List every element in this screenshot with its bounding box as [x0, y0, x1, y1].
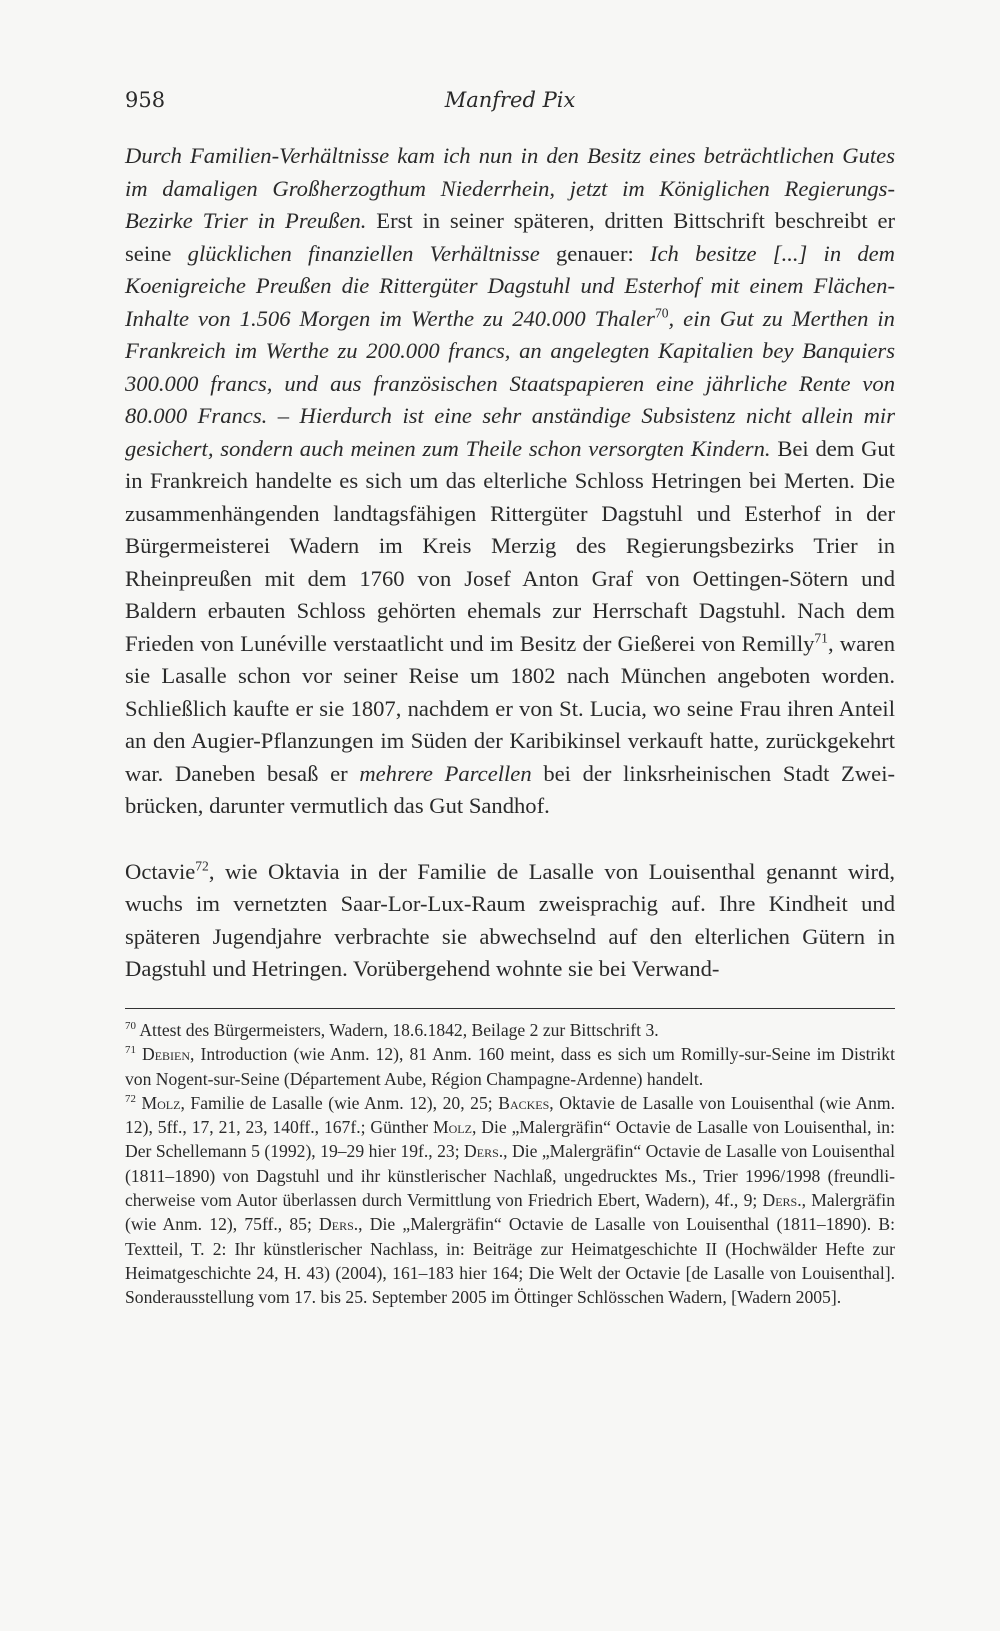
- text-run: , Die „Malergräfin“ Octavie de Lasalle von Louisenthal, in: Der Schellemann 5 (1992), 19–29 hier 19f., 23;: [125, 1117, 895, 1162]
- author-name: Ders: [464, 1141, 499, 1162]
- text-run: Attest des Bürgermeisters, Wadern, 18.6.1842, Beilage 2 zur Bittschrift 3.: [139, 1020, 659, 1040]
- footnote-70: [125, 1018, 895, 1042]
- author-name: Ders: [762, 1190, 798, 1211]
- text-run: , Familie de Lasalle (wie Anm. 12), 20, 25;: [180, 1092, 499, 1113]
- text-run: , Introduction (wie Anm. 12), 81 Anm. 160 meint, dass es sich um Romilly-sur-Seine im Distrikt von Nogent-sur-Seine (Département Aube, Région Champagne-Ardenne) handelt.: [125, 1044, 895, 1089]
- author-name: Molz: [432, 1117, 472, 1138]
- footnote-72: [125, 1091, 895, 1310]
- text-run: genauer:: [539, 240, 650, 266]
- running-title: Manfred Pix: [444, 88, 576, 112]
- text-run: Bei dem Gut in Frankreich handelte es sich um das elterliche Schloss Hetringen bei Merten. Die zusammenhängenden landtagsfähigen Rittergüter Dagstuhl und Esterhof in der Bürgermeisterei Wadern im Kreis Merzig des Regierungsbezirks Trier in Rheinpreußen mit dem 1760 von Josef Anton Graf von Oettingen-Sötern und Baldern erbauten Schloss gehörten ehemals zur Herrschaft Dagstuhl. Nach dem Frieden von Lunéville verstaatlicht und im Besitz der Gießerei von Remilly: [125, 435, 895, 656]
- text-run: bei der linksrheinischen Stadt Zweibrücken, darunter vermutlich das Gut Sandhof.: [125, 760, 896, 818]
- author-name: Ders: [319, 1214, 354, 1235]
- footnote-reference: 70: [654, 304, 669, 320]
- text-run: Octavie: [125, 858, 196, 884]
- text-run: ., Die „Malergräfin“ Octavie de Lasalle von Louisenthal (1811–1890). B: Textteil, T. 2: Ihr künstlerischer Nachlass, in: Beiträge zur Heimatgeschichte II (Hochwälder Hefte zur Heimatgeschichte 24, H. 43) (2004), 161–183 hier 164; Die Welt der Octavie [de Lasalle von Louisenthal]. Sonderausstellung vom 17. bis 25. September 2005 im Öttinger Schlösschen Wadern, [Wadern 2005].: [125, 1214, 895, 1308]
- italic-text-run: Ich besitze [...] in dem Koenigreiche Preußen die Rittergüter Dagstuhl und Esterhof mit einem Flächen-Inhalte von 1.506 Morgen im Werthe zu 240.000 Thaler: [125, 240, 895, 331]
- footnote-reference: 71: [814, 629, 828, 645]
- italic-text-run: , ein Gut zu Merthen in Frankreich im Werthe zu 200.000 francs, an angelegten Kapitalien bey Banquiers 300.000 francs, und aus französischen Staatspapieren eine jährliche Rente von 80.000 Francs. – Hierdurch ist eine sehr anständige Subsistenz nicht allein mir gesichert, sondern auch meinen zum Theile schon versorgten Kindern.: [125, 305, 895, 461]
- text-run: , wie Oktavia in der Familie de Lasalle von Louisenthal genannt wird, wuchs im vernetzten Saar-Lor-Lux-Raum zweisprachig auf. Ihre Kindheit und späteren Jugendjahre verbrachte sie abwechselnd auf den elterlichen Gütern in Dagstuhl und Hetringen. Vorübergehend wohnte sie bei Verwand-: [125, 858, 895, 981]
- text-run: , waren sie Lasalle schon vor seiner Reise um 1802 nach München angeboten worden. Schließlich kaufte er sie 1807, nachdem er von St. Lucia, wo seine Frau ihren Anteil an den Augier-Pflanzungen im Süden der Karibikinsel verkauft hatte, zurückgekehrt war. Daneben besaß er: [125, 630, 895, 786]
- body-paragraph-2: [125, 856, 895, 986]
- page-number: 958: [125, 88, 166, 112]
- author-name: Debien: [141, 1044, 191, 1065]
- text-run: Erst in seiner späteren, dritten Bittschrift beschreibt er seine: [125, 208, 896, 266]
- footnote-71: [125, 1042, 895, 1091]
- main-text: [125, 140, 895, 986]
- footnote-separator: [125, 1008, 895, 1009]
- body-paragraph-1: [125, 140, 895, 823]
- author-name: Backes: [498, 1092, 550, 1113]
- footnotes: [125, 1018, 895, 1310]
- author-name: Molz: [141, 1092, 181, 1113]
- footnote-number: 72: [125, 1093, 136, 1106]
- italic-text-run: Durch Familien-Verhältnisse kam ich nun in den Besitz eines beträchtlichen Gutes im damaligen Großherzogthum Niederrhein, jetzt im Königlichen Regierungs-Bezirke Trier in Preußen.: [125, 143, 895, 233]
- footnote-number: 71: [125, 1044, 136, 1057]
- italic-text-run: mehrere Parcellen: [359, 760, 532, 786]
- italic-text-run: glücklichen finanziellen Verhältnisse: [187, 240, 540, 266]
- footnote-reference: 72: [195, 857, 209, 873]
- footnote-number: 70: [125, 1020, 136, 1033]
- text-run: ., Malergräfin (wie Anm. 12), 75ff., 85;: [125, 1190, 895, 1235]
- page-header: [125, 88, 895, 118]
- text-run: ., Die „Malergräfin“ Octavie de Lasalle von Louisenthal (1811–1890) von Dagstuhl und ihr künstlerischer Nachlaß, ungedrucktes Ms., Trier 1996/1998 (freundlicherweise vom Autor überlassen durch Vermittlung von Friedrich Ebert, Wadern), 4f., 9;: [125, 1141, 895, 1211]
- text-run: , Oktavie de Lasalle von Louisenthal (wie Anm. 12), 5ff., 17, 21, 23, 140ff., 167f.; Günther: [125, 1092, 895, 1138]
